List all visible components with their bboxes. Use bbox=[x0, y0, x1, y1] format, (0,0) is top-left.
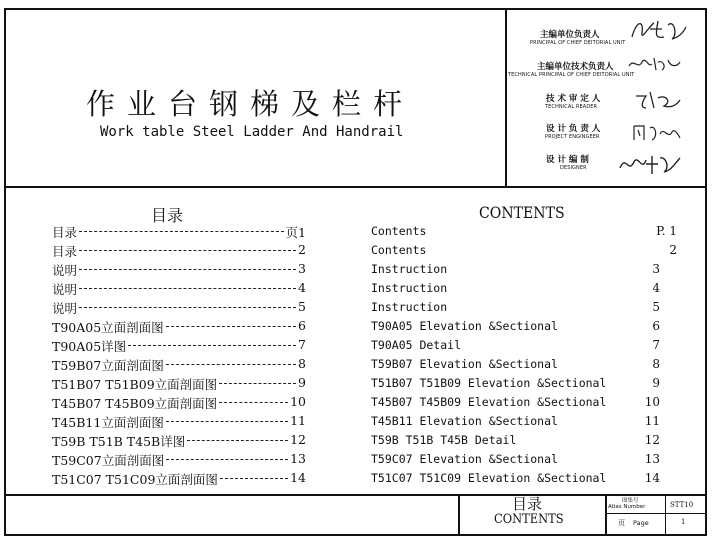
atlas-number-value: STT10 bbox=[670, 501, 694, 509]
toc-entry-cn: 说明 bbox=[52, 282, 78, 297]
toc-entry-en-page: 10 bbox=[644, 395, 660, 409]
toc-entry-en: Instruction bbox=[371, 262, 448, 276]
toc-entry-cn-page: 14 bbox=[290, 470, 306, 485]
toc-entry-en: T51B07 T51B09 Elevation &Sectional bbox=[371, 376, 607, 390]
toc-entry-en-page: 8 bbox=[652, 357, 660, 371]
toc-entry-cn: 说明 bbox=[52, 263, 78, 278]
toc-entry-en-page: 2 bbox=[669, 243, 677, 257]
toc-leader bbox=[128, 345, 296, 346]
page-value: 1 bbox=[681, 518, 686, 526]
toc-entry-en-page: 7 bbox=[652, 338, 660, 352]
authority-role-en: DESIGNER bbox=[560, 165, 587, 171]
toc-entry-cn: T45B07 T45B09立面剖面图 bbox=[52, 396, 218, 411]
toc-entry-en: T51C07 T51C09 Elevation &Sectional bbox=[371, 471, 607, 485]
toc-entry-en-page: 12 bbox=[644, 433, 660, 447]
authority-role-cn: 设 计 编 制 bbox=[546, 155, 589, 165]
sheet-name-cn: 目录 bbox=[512, 495, 543, 513]
toc-leader bbox=[79, 250, 296, 251]
authority-role-cn: 主编单位负责人 bbox=[540, 30, 600, 40]
toc-entry-en-page: 5 bbox=[652, 300, 660, 314]
toc-leader bbox=[166, 326, 296, 327]
sheet-name-en: CONTENTS bbox=[494, 512, 564, 527]
toc-leader bbox=[219, 402, 288, 403]
toc-entry-en: T59C07 Elevation &Sectional bbox=[371, 452, 558, 466]
toc-entry-en-page: 14 bbox=[644, 471, 660, 485]
toc-entry-en: Instruction bbox=[371, 300, 448, 314]
signature-2 bbox=[626, 52, 682, 74]
authority-role-cn: 主编单位技术负责人 bbox=[537, 62, 614, 72]
toc-entry-cn: T59B07立面剖面图 bbox=[52, 358, 164, 373]
signature-1 bbox=[628, 15, 688, 45]
toc-leader bbox=[187, 440, 288, 441]
atlas-number-label-cn: 图集号 bbox=[622, 498, 639, 504]
toc-leader bbox=[219, 383, 296, 384]
toc-leader bbox=[166, 459, 288, 460]
toc-entry-cn-page: 12 bbox=[290, 432, 306, 447]
toc-heading-en: CONTENTS bbox=[479, 203, 565, 222]
toc-entry-cn: T51B07 T51B09立面剖面图 bbox=[52, 377, 218, 392]
toc-leader bbox=[79, 307, 296, 308]
toc-entry-cn-page: 11 bbox=[290, 413, 306, 428]
authority-role-cn: 技 术 审 定 人 bbox=[546, 94, 601, 104]
toc-entry-cn-page: 4 bbox=[298, 280, 306, 295]
authority-role-en: TECHNICAL PRINCIPAL OF CHIEF DEITORIAL UNIT bbox=[508, 72, 635, 78]
authority-role-cn: 设 计 负 责 人 bbox=[546, 124, 601, 134]
page-label-en: Page bbox=[633, 519, 649, 527]
toc-entry-cn-page: 7 bbox=[298, 337, 306, 352]
toc-entry-cn: 目录 bbox=[52, 244, 78, 259]
atlas-number-label-en: Atlas Number bbox=[608, 504, 646, 510]
drawing-title-cn: 作业台钢梯及栏杆 bbox=[86, 87, 415, 121]
toc-entry-en-page: 4 bbox=[652, 281, 660, 295]
toc-entry-cn: T51C07 T51C09立面剖面图 bbox=[52, 472, 218, 487]
signature-5 bbox=[616, 150, 682, 178]
toc-entry-en: T45B11 Elevation &Sectional bbox=[371, 414, 558, 428]
toc-entry-en: T45B07 T45B09 Elevation &Sectional bbox=[371, 395, 607, 409]
toc-leader bbox=[166, 421, 288, 422]
toc-entry-en: Contents bbox=[371, 224, 427, 238]
toc-entry-cn-page: 3 bbox=[298, 261, 306, 276]
toc-entry-en: Contents bbox=[371, 243, 427, 257]
toc-entry-cn-page: 10 bbox=[290, 394, 306, 409]
footer-cell-divider bbox=[605, 513, 707, 514]
toc-entry-cn-page: 9 bbox=[298, 375, 306, 390]
toc-entry-en: T90A05 Detail bbox=[371, 338, 462, 352]
toc-entry-cn: T90A05立面剖面图 bbox=[52, 320, 164, 335]
signature-4 bbox=[630, 120, 682, 144]
toc-entry-en-page: 13 bbox=[644, 452, 660, 466]
authority-divider bbox=[505, 8, 507, 187]
toc-entry-en: T90A05 Elevation &Sectional bbox=[371, 319, 558, 333]
toc-entry-cn-page: 页1 bbox=[285, 225, 306, 240]
footer-col-1 bbox=[458, 494, 460, 536]
footer-col-2 bbox=[605, 494, 607, 536]
toc-entry-cn-page: 5 bbox=[298, 299, 306, 314]
toc-entry-en-page: 9 bbox=[652, 376, 660, 390]
toc-entry-cn: T59B T51B T45B详图 bbox=[52, 434, 186, 449]
toc-entry-cn: T59C07立面剖面图 bbox=[52, 453, 165, 468]
footer-divider bbox=[4, 494, 707, 496]
toc-entry-en-page: P. 1 bbox=[656, 224, 677, 238]
toc-entry-en-page: 11 bbox=[644, 414, 660, 428]
page-label-cn: 页 bbox=[618, 519, 625, 527]
toc-heading-cn: 目录 bbox=[151, 206, 184, 225]
toc-entry-en: T59B07 Elevation &Sectional bbox=[371, 357, 558, 371]
toc-entry-en-page: 3 bbox=[652, 262, 660, 276]
toc-leader bbox=[79, 231, 284, 232]
toc-entry-cn-page: 13 bbox=[290, 451, 306, 466]
toc-entry-cn: 说明 bbox=[52, 301, 78, 316]
title-block-divider bbox=[4, 186, 707, 188]
toc-entry-en: T59B T51B T45B Detail bbox=[371, 433, 517, 447]
toc-entry-cn: T90A05详图 bbox=[52, 339, 127, 354]
toc-entry-en: Instruction bbox=[371, 281, 448, 295]
toc-entry-cn-page: 2 bbox=[298, 242, 306, 257]
toc-leader bbox=[220, 478, 288, 479]
toc-entry-en-page: 6 bbox=[652, 319, 660, 333]
authority-role-en: PROJECT ENGINGEER bbox=[545, 134, 600, 140]
toc-entry-cn-page: 8 bbox=[298, 356, 306, 371]
footer-col-3 bbox=[665, 494, 666, 536]
toc-leader bbox=[166, 364, 296, 365]
drawing-title-en: Work table Steel Ladder And Handrail bbox=[100, 124, 404, 140]
toc-leader bbox=[79, 269, 296, 270]
toc-entry-cn: T45B11立面剖面图 bbox=[52, 415, 164, 430]
authority-role-en: PRINCIPAL OF CHIEF DEITORIAL UNIT bbox=[530, 40, 626, 46]
signature-3 bbox=[632, 88, 682, 112]
authority-role-en: TECHNICAL READER bbox=[545, 104, 598, 110]
toc-entry-cn-page: 6 bbox=[298, 318, 306, 333]
toc-leader bbox=[79, 288, 296, 289]
toc-entry-cn: 目录 bbox=[52, 225, 78, 240]
